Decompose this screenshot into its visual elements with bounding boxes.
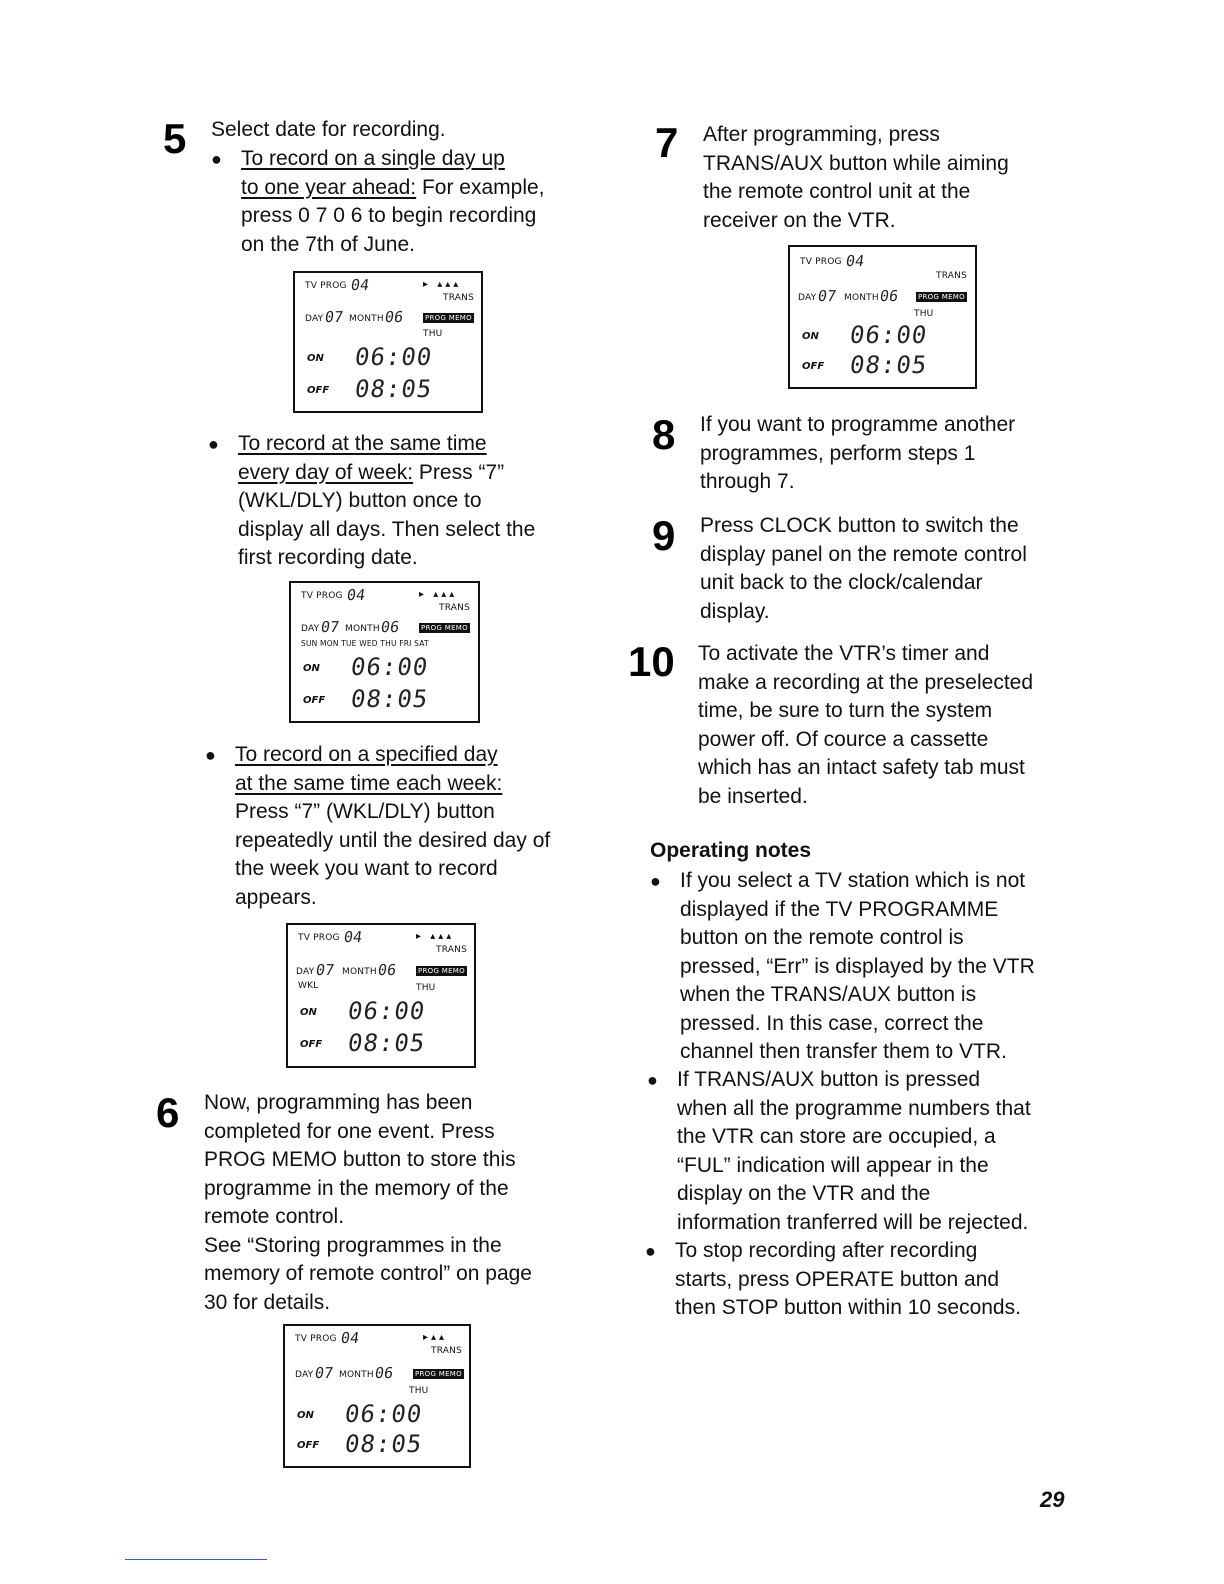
bullet-text: For example, [416,175,545,199]
lcd-thu: THU [423,329,443,339]
lcd-month-num: 06 [376,961,398,979]
lcd-off-label: OFF [303,695,326,706]
lcd-tv-prog: TV PROG [800,257,842,267]
bullet-text: Press “7” [413,460,505,484]
step-9-text [700,512,1100,626]
step-10-line: time, be sure to turn the system [698,699,993,722]
step-6-text [204,1089,604,1317]
lcd-trans: TRANS [436,945,467,955]
bullet-dot: ● [645,1241,656,1261]
lcd-on-label: ON [303,663,320,674]
lcd-display-2 [289,581,480,723]
lcd-month: MONTH [339,1370,374,1380]
step-8-text [700,411,1100,497]
note-line: To stop recording after recording [675,1239,978,1262]
step-number-8: 8 [652,411,676,458]
lcd-off-time: 08:05 [346,1029,428,1057]
step-7-line: After programming, press [703,123,940,146]
lcd-display-3 [286,923,476,1068]
lcd-month: MONTH [345,624,380,634]
lcd-prog-memo: PROG MEMO [918,293,965,301]
step-6-line: Now, programming has been [204,1091,473,1114]
note-line: pressed. In this case, correct the [680,1011,984,1035]
lcd-signal-marks: ▸ ▴▴▴ [416,931,455,942]
step-number-5: 5 [163,115,187,162]
step-8-line: If you want to programme another [700,413,1016,436]
lcd-day: DAY [296,967,315,977]
lcd-trans: TRANS [431,1346,462,1356]
lcd-thu: THU [409,1386,429,1396]
note-line: pressed, “Err” is displayed by the VTR [680,954,1035,978]
lcd-day: DAY [301,624,320,634]
step-number-9: 9 [652,512,676,559]
lcd-display-1 [293,271,483,413]
step-9-line: Press CLOCK button to switch the [700,514,1019,537]
lcd-month-num: 06 [379,618,401,636]
bullet-text: repeatedly until the desired day of [235,828,551,852]
step-6-line: PROG MEMO button to store this [204,1148,516,1171]
step-10-line: be inserted. [698,784,808,808]
step-6-line: See “Storing programmes in the [204,1233,502,1257]
note-line: button on the remote control is [680,926,964,949]
step-5-bullet-every-day [208,430,588,573]
operating-note-3 [645,1237,1095,1323]
lcd-day: DAY [305,314,324,324]
lcd-display-5 [788,245,977,389]
lcd-prog-num: 04 [844,252,866,270]
bullet-title: To record at the same time [238,432,487,455]
lcd-on-time: 06:00 [848,321,930,349]
step-5-bullet-single-day [211,145,591,259]
step-10-text [698,640,1098,811]
bullet-dot: ● [208,434,219,454]
lcd-on-label: ON [297,1410,314,1421]
note-line: “FUL” indication will appear in the [677,1153,989,1177]
lcd-day-num: 07 [816,287,838,305]
lcd-on-label: ON [307,353,324,364]
lcd-prog-memo: PROG MEMO [418,967,465,975]
step-number-7: 7 [655,119,679,166]
note-line: starts, press OPERATE button and [675,1267,1000,1291]
lcd-off-label: OFF [297,1440,320,1451]
step-9-line: display. [700,599,770,623]
bullet-text: Press “7” (WKL/DLY) button [235,800,495,823]
bullet-text: the week you want to record [235,857,498,880]
lcd-off-time: 08:05 [848,351,930,379]
note-line: If you select a TV station which is not [680,869,1026,892]
note-line: display on the VTR and the [677,1182,931,1205]
lcd-month-num: 06 [878,287,900,305]
bullet-text: first recording date. [238,546,418,569]
step-6-line: programme in the memory of the [204,1176,509,1200]
lcd-tv-prog: TV PROG [305,281,347,291]
lcd-prog-num: 04 [349,276,371,294]
lcd-day: DAY [798,293,817,303]
step-7-line: the remote control unit at the [703,180,971,203]
lcd-wkl: WKL [298,981,319,991]
bullet-title: To record on a single day up [241,147,505,170]
step-9-line: unit back to the clock/calendar [700,571,983,594]
operating-note-2 [647,1066,1097,1237]
note-line: information tranferred will be rejected. [677,1210,1029,1234]
bullet-title: at the same time each week: [235,771,503,795]
bullet-text: (WKL/DLY) button once to [238,489,482,512]
lcd-tv-prog: TV PROG [298,933,340,943]
note-line: If TRANS/AUX button is pressed [677,1068,981,1091]
lcd-on-label: ON [300,1007,317,1018]
step-number-6: 6 [156,1089,180,1136]
operating-notes-heading: Operating notes [650,839,812,862]
lcd-day-num: 07 [313,1364,335,1382]
note-line: then STOP button within 10 seconds. [675,1296,1021,1319]
lcd-on-time: 06:00 [346,997,428,1025]
lcd-month-num: 06 [383,308,405,326]
step-8-line: through 7. [700,470,795,493]
bullet-dot: ● [650,871,661,891]
lcd-on-time: 06:00 [353,343,435,371]
lcd-trans: TRANS [443,293,474,303]
step-7-line: receiver on the VTR. [703,208,896,232]
step-7-line: TRANS/AUX button while aiming [703,151,1009,175]
step-8-line: programmes, perform steps 1 [700,441,976,465]
note-line: when all the programme numbers that [677,1096,1031,1120]
lcd-weekdays: SUN MON TUE WED THU FRI SAT [301,639,429,648]
note-line: the VTR can store are occupied, a [677,1125,996,1148]
lcd-display-4 [283,1324,471,1468]
note-line: when the TRANS/AUX button is [680,983,977,1006]
lcd-on-label: ON [802,331,819,342]
bullet-text: display all days. Then select the [238,517,536,541]
lcd-tv-prog: TV PROG [295,1334,337,1344]
lcd-off-label: OFF [300,1039,323,1050]
lcd-month: MONTH [349,314,384,324]
bullet-text: appears. [235,885,317,909]
page-number: 29 [1040,1487,1065,1512]
lcd-signal-marks: ▸ ▴▴▴ [423,279,462,290]
lcd-month: MONTH [844,293,879,303]
lcd-on-time: 06:00 [349,653,431,681]
lcd-month-num: 06 [373,1364,395,1382]
step-7-text [703,121,1103,235]
note-line: displayed if the TV PROGRAMME [680,897,999,921]
step-6-line: 30 for details. [204,1290,331,1314]
lcd-day: DAY [295,1370,314,1380]
note-line: channel then transfer them to VTR. [680,1040,1007,1063]
lcd-prog-num: 04 [342,928,364,946]
lcd-month: MONTH [342,967,377,977]
step-10-line: power off. Of cource a cassette [698,727,989,751]
step-5-bullet-specified-day [205,741,595,912]
step-9-line: display panel on the remote control [700,542,1027,566]
bullet-text: press 0 7 0 6 to begin recording [241,204,537,227]
lcd-prog-memo: PROG MEMO [421,624,468,632]
lcd-prog-memo: PROG MEMO [415,1370,462,1378]
lcd-prog-memo: PROG MEMO [425,314,472,322]
step-number-10: 10 [628,638,675,685]
step-10-line: To activate the VTR’s timer and [698,642,990,665]
bullet-title: to one year ahead: [241,175,417,199]
lcd-trans: TRANS [936,271,967,281]
lcd-thu: THU [914,309,934,319]
lcd-off-time: 08:05 [343,1430,425,1458]
bullet-title: To record on a specified day [235,743,498,766]
lcd-signal-marks: ▸▴▴ [423,1332,448,1343]
lcd-off-label: OFF [307,385,330,396]
lcd-off-time: 08:05 [353,375,435,403]
step-6-line: completed for one event. Press [204,1119,495,1143]
lcd-day-num: 07 [319,618,341,636]
lcd-day-num: 07 [314,961,336,979]
step-10-line: make a recording at the preselected [698,670,1034,694]
bullet-title: every day of week: [238,460,414,484]
lcd-prog-num: 04 [345,586,367,604]
lcd-trans: TRANS [439,603,470,613]
lcd-off-label: OFF [802,361,825,372]
bullet-text: on the 7th of June. [241,232,415,256]
step-5-intro: Select date for recording. [211,118,446,141]
lcd-tv-prog: TV PROG [301,591,343,601]
bullet-dot: ● [211,149,222,169]
lcd-day-num: 07 [323,308,345,326]
lcd-signal-marks: ▸ ▴▴▴ [419,589,458,600]
step-6-line: remote control. [204,1205,345,1228]
step-10-line: which has an intact safety tab must [698,756,1025,779]
lcd-off-time: 08:05 [349,685,431,713]
footer-rule [125,1559,267,1560]
step-6-line: memory of remote control” on page [204,1262,532,1285]
operating-note-1 [650,867,1100,1067]
bullet-dot: ● [205,745,216,765]
bullet-dot: ● [647,1070,658,1090]
lcd-thu: THU [416,983,436,993]
lcd-prog-num: 04 [339,1329,361,1347]
lcd-on-time: 06:00 [343,1400,425,1428]
